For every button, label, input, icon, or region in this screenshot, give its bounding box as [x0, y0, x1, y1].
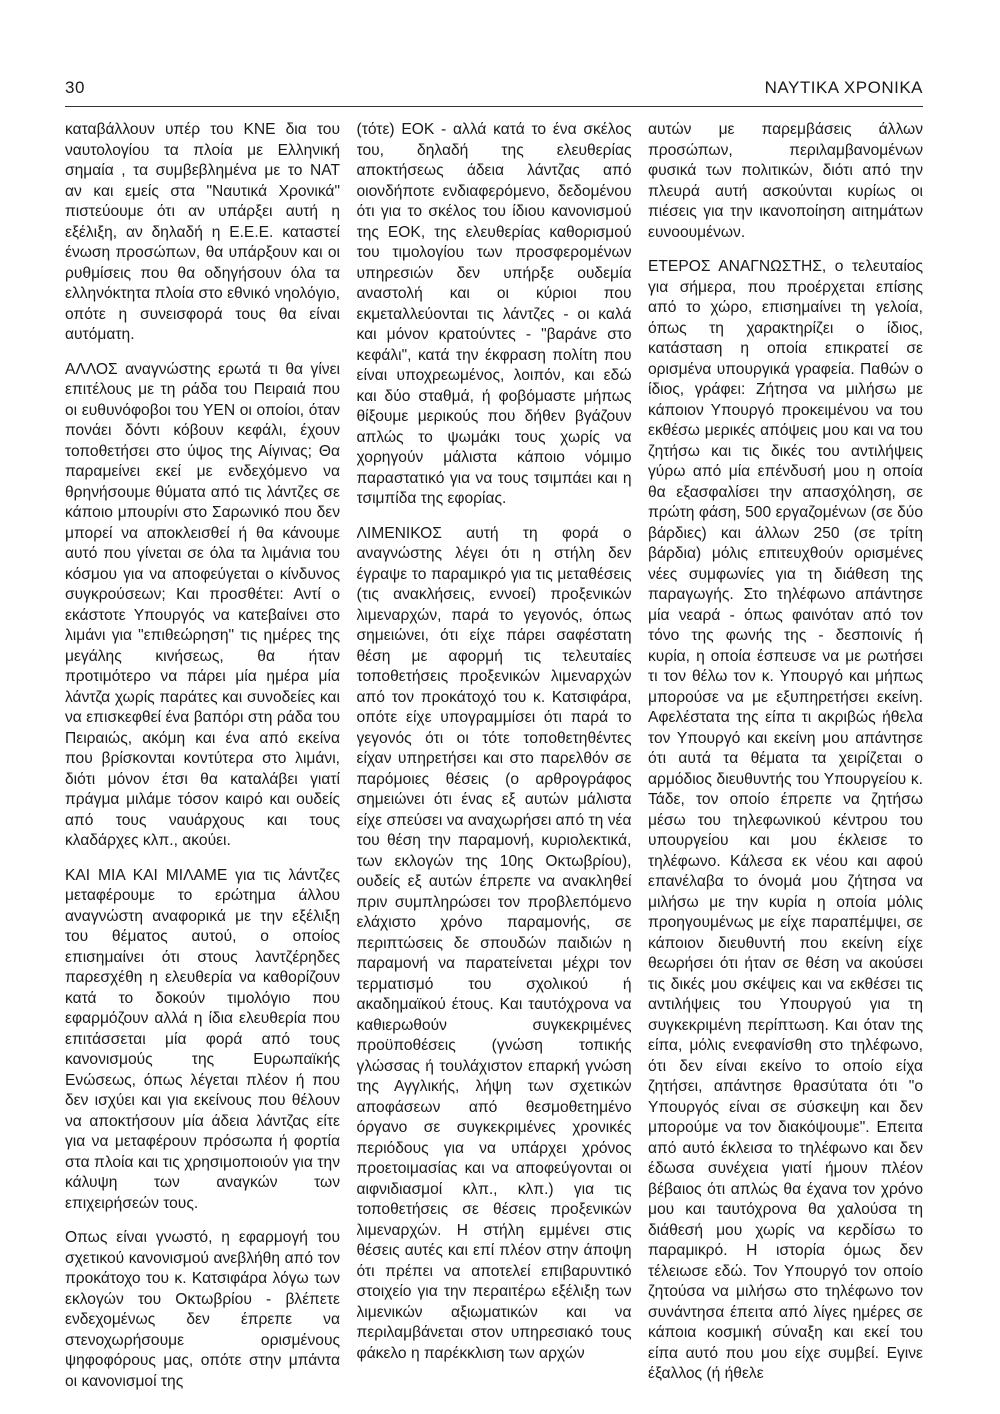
journal-title: ΝΑΥΤΙΚΑ ΧΡΟΝΙΚΑ — [764, 78, 923, 97]
header-rule — [65, 106, 923, 107]
paragraph: Οπως είναι γνωστό, η εφαρμογή του σχετικού κανονισμού ανεβλήθη από τον προκάτοχο του κ. Κατσιφάρα λόγω των εκλογών του Οκτωβρίου - βλέπετε ενδεχομένως δεν έπρεπε να στενοχωρήσουμε ορισμένους ψηφοφόρους μας, οπότε στην μπάντα οι κανονισμοί της — [65, 1229, 340, 1390]
paragraph: αυτών με παρεμβάσεις άλλων προσώπων, περιλαμβανομένων φυσικά των πολιτικών, διότι από την πλευρά αυτή ασκούνται κυρίως οι πιέσεις για την ικανοποίηση αιτημάτων ευνοουμένων. — [648, 121, 923, 241]
article-body — [65, 120, 923, 1390]
page-number: 30 — [65, 78, 85, 97]
paragraph: (τότε) ΕΟΚ - αλλά κατά το ένα σκέλος του, δηλαδή της ελευθερίας αποκτήσεως άδεια λάντζας από οιονδήποτε ενδιαφερόμενο, δεδομένου ότι για το σκέλος του ίδιου κανονισμού της ΕΟΚ, της ελευθερίας καθορισμού του τιμολογίου των προσφερομένων υπηρεσιών δεν υπήρξε ουδεμία αναστολή και οι κύριοι που εκμεταλλεύονται τις λάντζες - οι καλά και μόνον κρατούντες - "βαράνε στο κεφάλι", κατά την έκφραση πολίτη που είναι υποχρεωμένος, λοιπόν, και εδώ και δύο σταθμά, ή φοβόμαστε μήπως θίξουμε μερικούς που δήθεν βγάζουν απλώς το ψωμάκι τους χωρίς να χορηγούν μάλιστα κάποιο νόμιμο παραστατικό για να τους τσιμπάει και η τσιμπίδα της εφορίας. — [356, 121, 632, 507]
paragraph: ΚΑΙ ΜΙΑ ΚΑΙ ΜΙΛΑΜΕ για τις λάντζες μεταφέρουμε το ερώτημα άλλου αναγνώστη αναφορικά με την εξέλιξη του θέματος αυτού, ο οποίος επισημαίνει ότι στους λαντζέρηδες παρεσχέθη η ελευθερία να καθορίζουν κατά το δοκούν τιμολόγιο που εφαρμόζουν αλλά η ίδια ελευθερία που επιτάσσεται μία φορά από τους κανονισμούς της Ευρωπαϊκής Ενώσεως, όπως λέγεται πλέον ή που δεν ισχύει και για εκείνους που θέλουν να αποκτήσουν μία άδεια λάντζας είτε για να μεταφέρουν πρόσωπα ή φορτία στα πλοία και τις χρησιμοποιούν για την κάλυψη των αναγκών των επιχειρήσεών τους. — [65, 866, 340, 1212]
column-left — [65, 120, 340, 1390]
paragraph: ΑΛΛΟΣ αναγνώστης ερωτά τι θα γίνει επιτέλους με τη ράδα του Πειραιά που οι ευθυνόφοβοι του ΥΕΝ οι οποίοι, όταν πονάει δόντι κόβουν κεφάλι, έχουν τοποθετήσει στο ύψος της Αίγινας; Θα παραμείνει εκεί με ενδεχόμενο να θρηνήσουμε θύματα από τις λάντζες σε κάποιο μπουρίνι στο Σαρωνικό που δεν μπορεί να αποκλεισθεί ή θα κάνουμε αυτό που γίνεται σε όλα τα λιμάνια του κόσμου για να αποφεύγεται ο κίνδυνος συγκρούσεων; Και προσθέτει: Αντί ο εκάστοτε Υπουργός να κατεβαίνει στο λιμάνι για "επιθεώρηση" τις ημέρες της μεγάλης κινήσεως, θα ήταν προτιμότερο να πάρει μία ημέρα μία λάντζα χωρίς παράτες και συνοδείες και να επισκεφθεί ένα βαπόρι στη ράδα του Πειραιώς, ακόμη και ένα από εκείνα που βρίσκονται κοντύτερα στο λιμάνι, διότι μόνον έτσι θα καταλάβει γιατί πράγμα μιλάμε τόσον καιρό και ουδείς από τους ναυάρχους και τους κλαδάρχες κλπ., ακούει. — [65, 360, 340, 849]
paragraph: ΛΙΜΕΝΙΚΟΣ αυτή τη φορά ο αναγνώστης λέγει ότι η στήλη δεν έγραψε το παραμικρό για τις μεταθέσεις (τις ανακλήσεις, εννοεί) προξενικών λιμεναρχών, παρά το γεγονός, όπως σημειώνει, ότι είχε πάρει σαφέστατη θέση με αφορμή τις τελευταίες τοποθετήσεις προξενικών λιμεναρχών από τον προκάτοχό του κ. Κατσιφάρα, οπότε είχε υπογραμμίσει ότι παρά το γεγονός ότι οι τότε τοποθετηθέντες είχαν υπηρετήσει και στο παρελθόν σε παρόμοιες θέσεις (ο αρθρογράφος σημειώνει ότι ένας εξ αυτών μάλιστα είχε σπεύσει να αναχωρήσει από τη νέα του θέση την παραμονή, κυριολεκτικά, των εκλογών της 10ης Οκτωβρίου), ουδείς εξ αυτών έπρεπε να ανακληθεί πριν συμπληρώσει τον προβλεπόμενο ελάχιστο χρόνο παραμονής, σε περιπτώσεις δε σπουδών παιδιών η παραμονή να παρατείνεται μέχρι τον τερματισμό του σχολικού ή ακαδημαϊκού έτους. Και ταυτόχρονα να καθιερωθούν συγκεκριμένες προϋποθέσεις (γνώση τοπικής γλώσσας ή τουλάχιστον επαρκή γνώση της Αγγλικής, λήψη των σχετικών αποφάσεων από θεσμοθετημένο όργανο σε συγκεκριμένες χρονικές περιόδους για να υπάρχει χρόνος προετοιμασίας και να αποφεύγονται οι αιφνιδιασμοί κλπ., κλπ.) για τις τοποθετήσεις σε θέσεις προξενικών λιμεναρχών. Η στήλη εμμένει στις θέσεις αυτές και επί πλέον στην άποψη ότι πρέπει να αποτελεί επιβαρυντικό στοιχείο για την περαιτέρω εξέλιξη των λιμενικών αξιωματικών και να περιλαμβάνεται στον υπηρεσιακό τους φάκελο η παρέκκλιση των αρχών — [356, 524, 632, 1362]
paragraph: καταβάλλουν υπέρ του ΚΝΕ δια του ναυτολογίου τα πλοία με Ελληνική σημαία , τα συμβεβλημένα με το ΝΑΤ αν και εμείς στα "Ναυτικά Χρονικά" πιστεύουμε ότι αν υπάρξει αυτή η εξέλιξη, αν δηλαδή η Ε.Ε.Ε. καταστεί ένωση προσώπων, θα υπάρξουν και οι ρυθμίσεις που θα οδηγήσουν όλα τα ελληνόκτητα πλοία στο εθνικό νηολόγιο, οπότε η συνεισφορά τους θα είναι αυτόματη. — [65, 121, 340, 343]
paragraph: ΕΤΕΡΟΣ ΑΝΑΓΝΩΣΤΗΣ, ο τελευταίος για σήμερα, που προέρχεται επίσης από το χώρο, επισημαίνει τη γελοία, όπως τη χαρακτηρίζει ο ίδιος, κατάσταση η οποία επικρατεί σε ορισμένα υπουργικά γραφεία. Παθών ο ίδιος, γράφει: Ζήτησα να μιλήσω με κάποιον Υπουργό προκειμένου να του εκθέσω μερικές απόψεις μου και να του ζητήσω και τις δικές του αντιλήψεις γύρω από μία επένδυσή μου η οποία θα εξασφαλίσει την απασχόληση, σε πρώτη φάση, 500 εργαζομένων (σε δύο βάρδιες) και άλλων 250 (σε τρίτη βάρδια) μόλις επιτευχθούν ορισμένες νέες συμφωνίες για τη διάθεση της παραγωγής. Στο τηλέφωνο απάντησε μία νεαρά - όπως φαινόταν από τον τόνο της φωνής της - δεσποινίς ή κυρία, η οποία έσπευσε να με ρωτήσει τι τον θέλω τον κ. Υπουργό και μήπως μπορούσε να με εξυπηρετήσει εκείνη. Αφελέστατα της είπα τι ακριβώς ήθελα τον Υπουργό και εκείνη μου απάντησε ότι αυτά τα θέματα τα χειρίζεται ο αρμόδιος διευθυντής του Υπουργείου κ. Τάδε, τον οποίο έπρεπε να ζητήσω μέσω του τηλεφωνικού κέντρου του υπουργείου και μου έκλεισε το τηλέφωνο. Κάλεσα εκ νέου και αφού επανέλαβα το όνομά μου ζήτησα να μιλήσω με την κυρία η οποία μόλις προηγουμένως με είχε παραπέμψει, σε κάποιον διευθυντή που εκείνη είχε θεωρήσει ότι ήταν σε θέση να ακούσει τις δικές μου σκέψεις και να εκθέσει τις αντιλήψεις του Υπουργού για τη συγκεκριμένη περίπτωση. Και όταν της είπα, μόλις ενεφανίσθη στο τηλέφωνο, ότι δεν είναι εκείνο το οποίο είχα ζητήσει, απάντησε θρασύτατα ότι "ο Υπουργός είναι σε σύσκεψη και δεν μπορούμε να τον διακόψουμε". Επειτα από αυτό έκλεισα το τηλέφωνο και δεν έδωσα συνέχεια γιατί ήμουν πλέον βέβαιος ότι απλώς θα έχανα τον χρόνο μου και ταυτόχρονα θα χαλούσα τη διάθεσή μου χωρίς να κερδίσω το παραμικρό. Η ιστορία όμως δεν τέλειωσε εδώ. Τον Υπουργό τον οποίο ζητούσα να μιλήσω στο τηλέφωνο τον συνάντησα έπειτα από λίγες ημέρες σε κάποια κοσμική σύναξη και εκεί του είπα αυτό που μου είχε συμβεί. Εγινε έξαλλος (ή ήθελε — [648, 258, 923, 1382]
page-header — [65, 78, 923, 100]
column-right — [648, 120, 923, 1390]
column-middle — [357, 120, 632, 1390]
